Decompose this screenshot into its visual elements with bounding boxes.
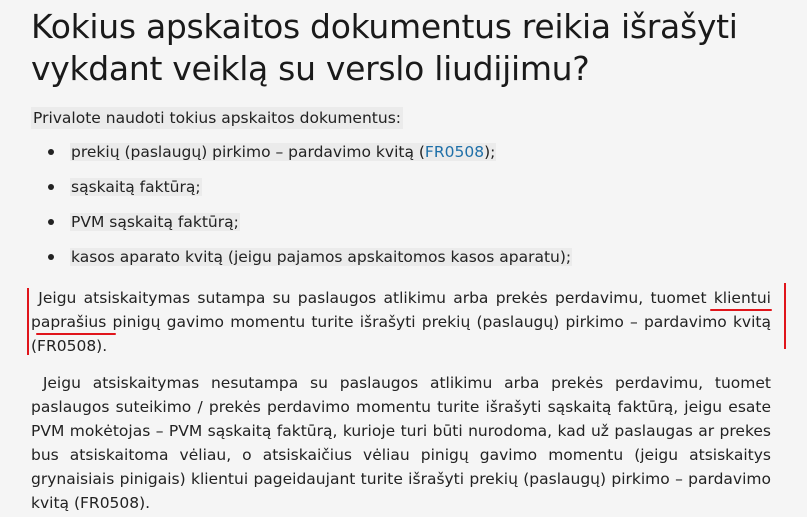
list-item: [48, 141, 572, 176]
list-item-text: kasos aparato kvitą (jeigu pajamos apskaitomos kasos aparatu);: [71, 248, 572, 266]
paragraph-match: Jeigu atsiskaitymas sutampa su paslaugos atlikimu arba prekės perdavimu, tuomet klientui paprašius pinigų gavimo momentu turite išrašyti prekių (paslaugų) pirkimo – pardavimo kvitą (FR0508).: [31, 289, 771, 355]
bullet-icon: [48, 184, 54, 190]
highlight-paprasius: paprašius: [31, 313, 107, 331]
annotation-bar-right: [784, 283, 786, 349]
page-title: Kokius apskaitos dokumentus reikia išrašyti vykdant veiklą su verslo liudijimu?: [31, 7, 738, 88]
intro-text: Privalote naudoti tokius apskaitos dokumentus:: [33, 109, 401, 127]
list-item-text: prekių (paslaugų) pirkimo – pardavimo kvitą (FR0508);: [71, 143, 496, 161]
paragraph-mismatch: Jeigu atsiskaitymas nesutampa su paslaugos atlikimu arba prekės perdavimu, tuomet paslaugos suteikimo / prekės perdavimo momentu turite išrašyti sąskaitą faktūrą, jeigu esate PVM mokėtojas – PVM sąskaitą faktūrą, kurioje turi būti nurodoma, kad už paslaugas ar prekes bus atsiskaitoma vėliau, o atsiskaičius vėliau pinigų gavimo momentu (jeigu atsiskaitys grynaisiais pinigais) klientui pageidaujant turite išrašyti prekių (paslaugų) pirkimo – pardavimo kvitą (FR0508).: [31, 374, 771, 512]
list-item-text: sąskaitą faktūrą;: [71, 178, 201, 196]
list-item: [48, 211, 572, 246]
annotation-bar-left: [27, 288, 29, 355]
bullet-icon: [48, 254, 54, 260]
list-item-text: PVM sąskaitą faktūrą;: [71, 213, 239, 231]
bullet-icon: [48, 149, 54, 155]
bullet-icon: [48, 219, 54, 225]
fr0508-link[interactable]: FR0508: [424, 143, 485, 161]
highlight-klientui: klientui: [713, 289, 771, 307]
list-item: [48, 176, 572, 211]
list-item: [48, 246, 572, 281]
document-list: [48, 141, 572, 281]
